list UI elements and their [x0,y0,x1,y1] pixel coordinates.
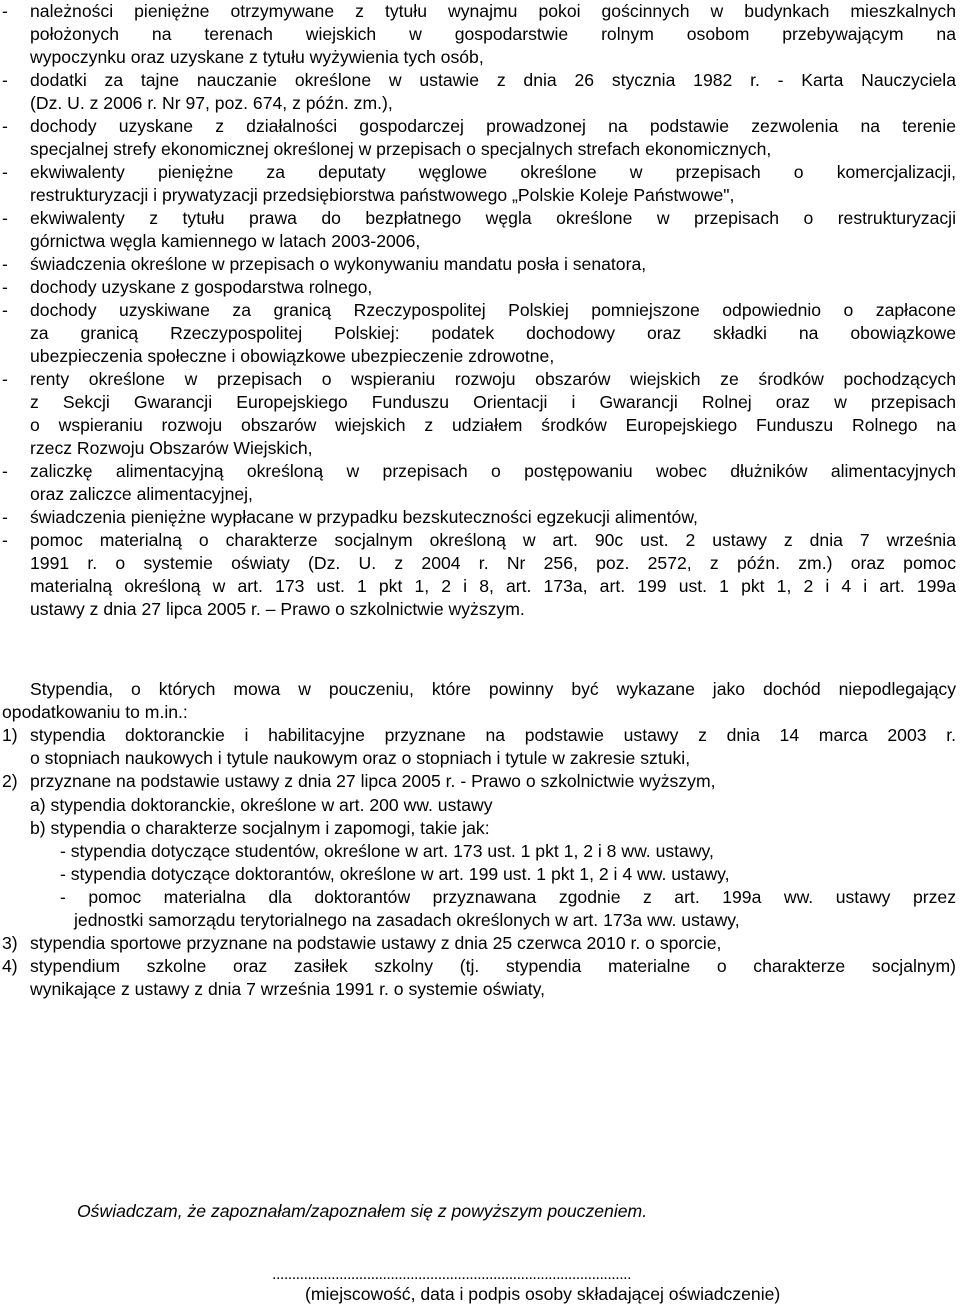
list-item-text [30,368,956,460]
point-1-line1: stypendia doktoranckie i habilitacyjne przyznane na podstawie ustawy z dnia 14 marca 2003 r. [30,725,956,745]
list-item [0,529,960,621]
list-bullet-dash: - [2,369,8,389]
list-item [0,207,960,253]
list-item-line: rzecz Rozwoju Obszarów Wiejskich, [30,438,313,458]
list-item-text [30,253,956,276]
list-bullet-dash: - [2,461,8,481]
list-item-line: wypoczynku oraz uzyskane z tytułu wyżywienia tych osób, [30,47,484,67]
list-item [0,368,960,460]
signature-line: ........................................................................................... [272,1266,632,1283]
point-2b-item3-line2: jednostki samorządu terytorialnego na zasadach określonych w art. 173a ww. ustawy, [74,910,740,930]
point-2b: b) stypendia o charakterze socjalnym i zapomogi, takie jak: [30,818,490,838]
list-item [0,115,960,161]
point-3-line1: stypendia sportowe przyznane na podstawie ustawy z dnia 25 czerwca 2010 r. o sporcie, [30,933,722,953]
list-item-line: dodatki za tajne nauczanie określone w ustawie z dnia 26 stycznia 1982 r. - Karta Nauczyciela [30,70,956,90]
list-item-text [30,460,956,506]
list-item-line: materialną określoną w art. 173 ust. 1 pkt 1, 2 i 8, art. 173a, art. 199 ust. 1 pkt 1, 2 i 4 i art. 199a [30,576,956,596]
list-item-line: świadczenia pieniężne wypłacane w przypadku bezskuteczności egzekucji alimentów, [30,507,698,527]
list-item-text [30,529,956,621]
point-2-line1: przyznane na podstawie ustawy z dnia 27 lipca 2005 r. - Prawo o szkolnictwie wyższym, [30,771,716,791]
list-bullet-dash: - [2,530,8,550]
list-item [0,460,960,506]
list-item-line: ekwiwalenty z tytułu prawa do bezpłatnego węgla określone w przepisach o restrukturyzacji [30,208,956,228]
list-item [0,0,960,69]
list-bullet-dash: - [2,1,8,21]
list-bullet-dash: - [2,70,8,90]
list-item-text [30,276,956,299]
list-bullet-dash: - [2,277,8,297]
list-item-line: ekwiwalenty pieniężne za deputaty węglowe określone w przepisach o komercjalizacji, [30,162,956,182]
list-item-line: górnictwa węgla kamiennego w latach 2003-2006, [30,231,421,251]
list-item-line: dochody uzyskane z działalności gospodarczej prowadzonej na podstawie zezwolenia na terenie [30,116,956,136]
list-bullet-dash: - [2,116,8,136]
list-item-line: ustawy z dnia 27 lipca 2005 r. – Prawo o szkolnictwie wyższym. [30,599,525,619]
point-2b-item3-line1: - pomoc materialna dla doktorantów przyznawana zgodnie z art. 199a ww. ustawy przez [60,887,956,907]
list-item-text [30,161,956,207]
list-bullet-dash: - [2,300,8,320]
point-2a: a) stypendia doktoranckie, określone w art. 200 ww. ustawy [30,795,493,815]
list-item-line: restrukturyzacji i prywatyzacji przedsiębiorstwa państwowego „Polskie Koleje Państwowe", [30,185,735,205]
list-item-line: ubezpieczenia społeczne i obowiązkowe ubezpieczenie zdrowotne, [30,346,555,366]
list-item-text [30,506,956,529]
list-item-text [30,207,956,253]
list-item-line: (Dz. U. z 2006 r. Nr 97, poz. 674, z późn. zm.), [30,93,393,113]
list-item-text [30,115,956,161]
list-item-line: świadczenia określone w przepisach o wykonywaniu mandatu posła i senatora, [30,254,647,274]
list-bullet-dash: - [2,162,8,182]
point-2b-item1: - stypendia dotyczące studentów, określone w art. 173 ust. 1 pkt 1, 2 i 8 ww. ustawy, [60,841,714,861]
list-item-line: specjalnej strefy ekonomicznej określonej w przepisach o specjalnych strefach ekonomicznych, [30,139,772,159]
list-item-line: położonych na terenach wiejskich w gospodarstwie rolnym osobom przebywającym na [30,24,956,44]
list-bullet-dash: - [2,254,8,274]
point-2b-item2: - stypendia dotyczące doktorantów, określone w art. 199 ust. 1 pkt 1, 2 i 4 ww. ustawy, [60,864,730,884]
list-item-text [30,69,956,115]
point-1-number: 1) [2,725,18,745]
list-item [0,276,960,299]
list-item-line: z Sekcji Gwarancji Europejskiego Funduszu Orientacji i Gwarancji Rolnej oraz w przepisach [30,392,956,412]
list-item [0,69,960,115]
list-item-line: pomoc materialną o charakterze socjalnym określoną w art. 90c ust. 2 ustawy z dnia 7 września [30,530,956,550]
list-item-line: 1991 r. o systemie oświaty (Dz. U. z 2004 r. Nr 256, poz. 2572, z późn. zm.) oraz pomoc [30,553,956,573]
list-item-line: za granicą Rzeczypospolitej Polskiej: podatek dochodowy oraz składki na obowiązkowe [30,323,956,343]
point-3-number: 3) [2,933,18,953]
list-item-line: o wspieraniu rozwoju obszarów wiejskich z udziałem środków Europejskiego Funduszu Rolnego na [30,415,956,435]
list-item [0,299,960,368]
list-item [0,506,960,529]
list-item-line: dochody uzyskiwane za granicą Rzeczypospolitej Polskiej pomniejszone odpowiednio o zapłacone [30,300,956,320]
list-item-line: zaliczkę alimentacyjną określoną w przepisach o postępowaniu wobec dłużników alimentacyjnych [30,461,956,481]
point-4-number: 4) [2,956,18,976]
list-item-line: oraz zaliczce alimentacyjnej, [30,484,253,504]
list-item-text [30,299,956,368]
point-4-line1: stypendium szkolne oraz zasiłek szkolny (tj. stypendia materialne o charakterze socjalnym) [30,956,956,976]
list-item-line: należności pieniężne otrzymywane z tytułu wynajmu pokoi gościnnych w budynkach mieszkalnych [30,1,956,21]
list-item-line: renty określone w przepisach o wspieraniu rozwoju obszarów wiejskich ze środków pochodzących [30,369,956,389]
point-4-line2: wynikające z ustawy z dnia 7 września 1991 r. o systemie oświaty, [30,979,546,999]
list-item-text [30,0,956,69]
list-item [0,161,960,207]
signature-label: (miejscowość, data i podpis osoby składającej oświadczenie) [305,1284,781,1304]
stypendia-intro-line2: opodatkowaniu to m.in.: [2,702,188,722]
declaration-text: Oświadczam, że zapoznałam/zapoznałem się z powyższym pouczeniem. [77,1201,648,1221]
point-1-line2: o stopniach naukowych i tytule naukowym oraz o stopniach i tytule w zakresie sztuki, [30,748,691,768]
list-bullet-dash: - [2,507,8,527]
point-2-number: 2) [2,771,18,791]
stypendia-intro-line1: Stypendia, o których mowa w pouczeniu, które powinny być wykazane jako dochód niepodlegający [30,679,956,699]
list-item [0,253,960,276]
list-item-line: dochody uzyskane z gospodarstwa rolnego, [30,277,373,297]
list-bullet-dash: - [2,208,8,228]
